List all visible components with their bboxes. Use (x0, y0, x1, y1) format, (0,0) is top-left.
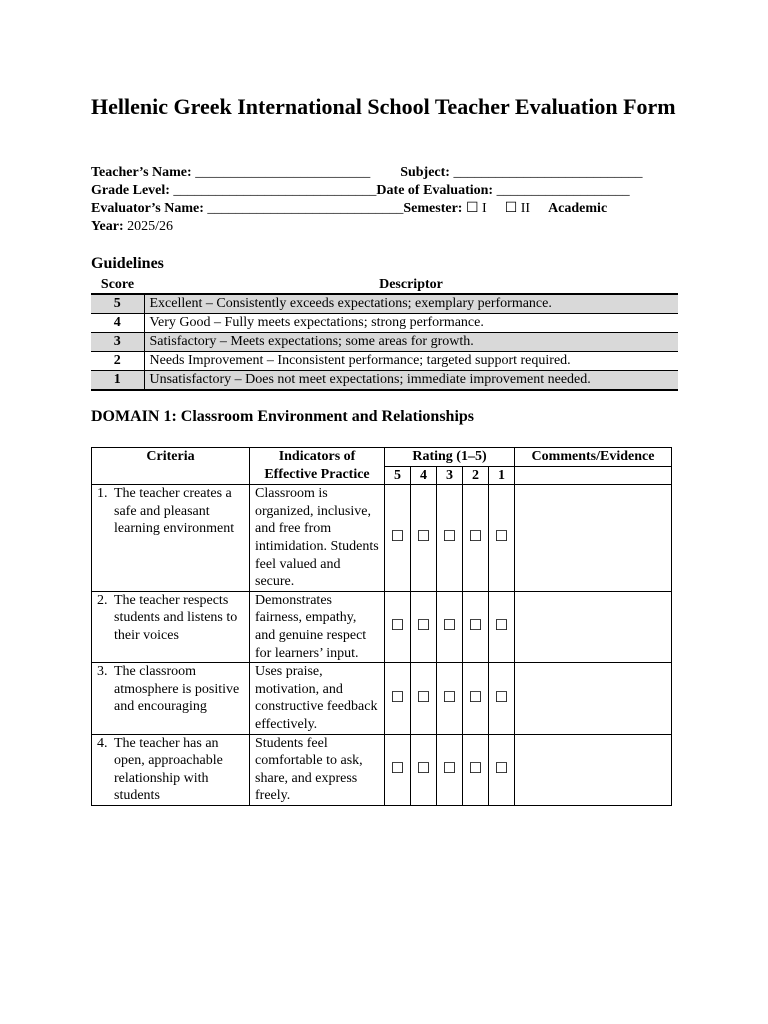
rating-2-header: 2 (463, 466, 489, 485)
rating-2-checkbox[interactable]: ☐ (463, 663, 489, 734)
guideline-score: 5 (91, 294, 144, 314)
comments-evidence-cell[interactable] (515, 734, 672, 805)
rating-4-checkbox[interactable]: ☐ (411, 663, 437, 734)
guideline-score: 2 (91, 352, 144, 371)
criteria-cell (92, 591, 250, 662)
rating-5-checkbox[interactable]: ☐ (385, 734, 411, 805)
rating-5-header: 5 (385, 466, 411, 485)
guideline-descriptor: Excellent – Consistently exceeds expectations; exemplary performance. (144, 294, 678, 314)
grade-level-label: Grade Level: (91, 183, 170, 198)
criteria-column-header: Criteria (92, 448, 250, 485)
criteria-text: The teacher creates a safe and pleasant learning environment (114, 486, 235, 537)
indicator-text: Classroom is organized, inclusive, and free from intimidation. Students feel valued and secure. (250, 485, 385, 592)
date-of-evaluation-label: Date of Evaluation: (376, 183, 494, 198)
indicator-text: Uses praise, motivation, and constructive feedback effectively. (250, 663, 385, 734)
guidelines-table (91, 276, 678, 391)
rating-3-checkbox[interactable]: ☐ (437, 591, 463, 662)
criteria-cell (92, 734, 250, 805)
evaluator-semester-line (91, 200, 642, 218)
rating-4-checkbox[interactable]: ☐ (411, 485, 437, 592)
criteria-text: The teacher respects students and listens to their voices (114, 592, 238, 643)
guideline-score: 4 (91, 314, 144, 333)
criteria-row (92, 485, 672, 592)
criteria-row (92, 663, 672, 734)
guideline-descriptor: Unsatisfactory – Does not meet expectations; immediate improvement needed. (144, 371, 678, 391)
rating-4-checkbox[interactable]: ☐ (411, 734, 437, 805)
guideline-descriptor: Satisfactory – Meets expectations; some areas for growth. (144, 333, 678, 352)
rating-4-header: 4 (411, 466, 437, 485)
year-value: 2025/26 (127, 219, 174, 234)
rating-1-header: 1 (489, 466, 515, 485)
criteria-row (92, 734, 672, 805)
indicators-column-header: Indicators of Effective Practice (250, 448, 385, 485)
guideline-row (91, 333, 678, 352)
semester-option-1-checkbox[interactable]: ☐ I (465, 201, 487, 216)
year-label: Year: (91, 219, 124, 234)
form-title: Hellenic Greek International School Teacher Evaluation Form (91, 94, 676, 119)
indicator-text: Students feel comfortable to ask, share, and express freely. (250, 734, 385, 805)
domain-1-heading: DOMAIN 1: Classroom Environment and Relationships (91, 408, 475, 425)
guideline-row (91, 314, 678, 333)
rating-3-checkbox[interactable]: ☐ (437, 663, 463, 734)
guideline-descriptor: Needs Improvement – Inconsistent performance; targeted support required. (144, 352, 678, 371)
academic-year-line (91, 218, 642, 236)
rating-4-checkbox[interactable]: ☐ (411, 591, 437, 662)
subject-field[interactable]: ___________________________ (453, 165, 643, 180)
domain-1-table (91, 447, 672, 806)
guidelines-heading: Guidelines (91, 255, 164, 272)
rating-1-checkbox[interactable]: ☐ (489, 485, 515, 592)
guideline-score: 3 (91, 333, 144, 352)
rating-5-checkbox[interactable]: ☐ (385, 591, 411, 662)
rating-1-checkbox[interactable]: ☐ (489, 663, 515, 734)
rating-1-checkbox[interactable]: ☐ (489, 734, 515, 805)
criteria-text: The classroom atmosphere is positive and encouraging (114, 664, 240, 715)
score-column-header: Score (100, 277, 135, 292)
comments-evidence-cell[interactable] (515, 485, 672, 592)
guideline-score: 1 (91, 371, 144, 391)
rating-5-checkbox[interactable]: ☐ (385, 663, 411, 734)
criteria-number: 3. (97, 664, 108, 680)
criteria-number: 1. (97, 486, 108, 502)
descriptor-column-header: Descriptor (379, 277, 443, 292)
criteria-cell (92, 663, 250, 734)
guideline-row (91, 371, 678, 391)
comments-evidence-cell[interactable] (515, 663, 672, 734)
academic-label: Academic (548, 201, 608, 216)
rating-2-checkbox[interactable]: ☐ (463, 734, 489, 805)
rating-2-checkbox[interactable]: ☐ (463, 591, 489, 662)
rating-5-checkbox[interactable]: ☐ (385, 485, 411, 592)
rating-3-header: 3 (437, 466, 463, 485)
evaluator-name-field[interactable]: ____________________________ (207, 201, 404, 216)
rating-3-checkbox[interactable]: ☐ (437, 485, 463, 592)
header-fields (91, 164, 642, 236)
criteria-text: The teacher has an open, approachable relationship with students (114, 735, 223, 804)
rating-3-checkbox[interactable]: ☐ (437, 734, 463, 805)
teacher-name-field[interactable]: _________________________ (195, 165, 371, 180)
guideline-descriptor: Very Good – Fully meets expectations; strong performance. (144, 314, 678, 333)
evaluator-name-label: Evaluator’s Name: (91, 201, 204, 216)
comments-column-header: Comments/Evidence (515, 448, 672, 467)
teacher-subject-line (91, 164, 642, 182)
guideline-row (91, 294, 678, 314)
date-of-evaluation-field[interactable]: ___________________ (496, 183, 630, 198)
criteria-number: 2. (97, 592, 108, 608)
criteria-cell (92, 485, 250, 592)
subject-label: Subject: (400, 165, 450, 180)
semester-option-2-checkbox[interactable]: ☐ II (504, 201, 531, 216)
teacher-name-label: Teacher’s Name: (91, 165, 192, 180)
indicator-text: Demonstrates fairness, empathy, and genuine respect for learners’ input. (250, 591, 385, 662)
criteria-number: 4. (97, 735, 108, 751)
guideline-row (91, 352, 678, 371)
comments-subheader-empty (515, 466, 672, 485)
grade-date-line (91, 182, 642, 200)
rating-2-checkbox[interactable]: ☐ (463, 485, 489, 592)
semester-label: Semester: (403, 201, 463, 216)
comments-evidence-cell[interactable] (515, 591, 672, 662)
grade-level-field[interactable]: _____________________________ (173, 183, 377, 198)
criteria-row (92, 591, 672, 662)
rating-column-header: Rating (1–5) (385, 448, 515, 467)
rating-1-checkbox[interactable]: ☐ (489, 591, 515, 662)
